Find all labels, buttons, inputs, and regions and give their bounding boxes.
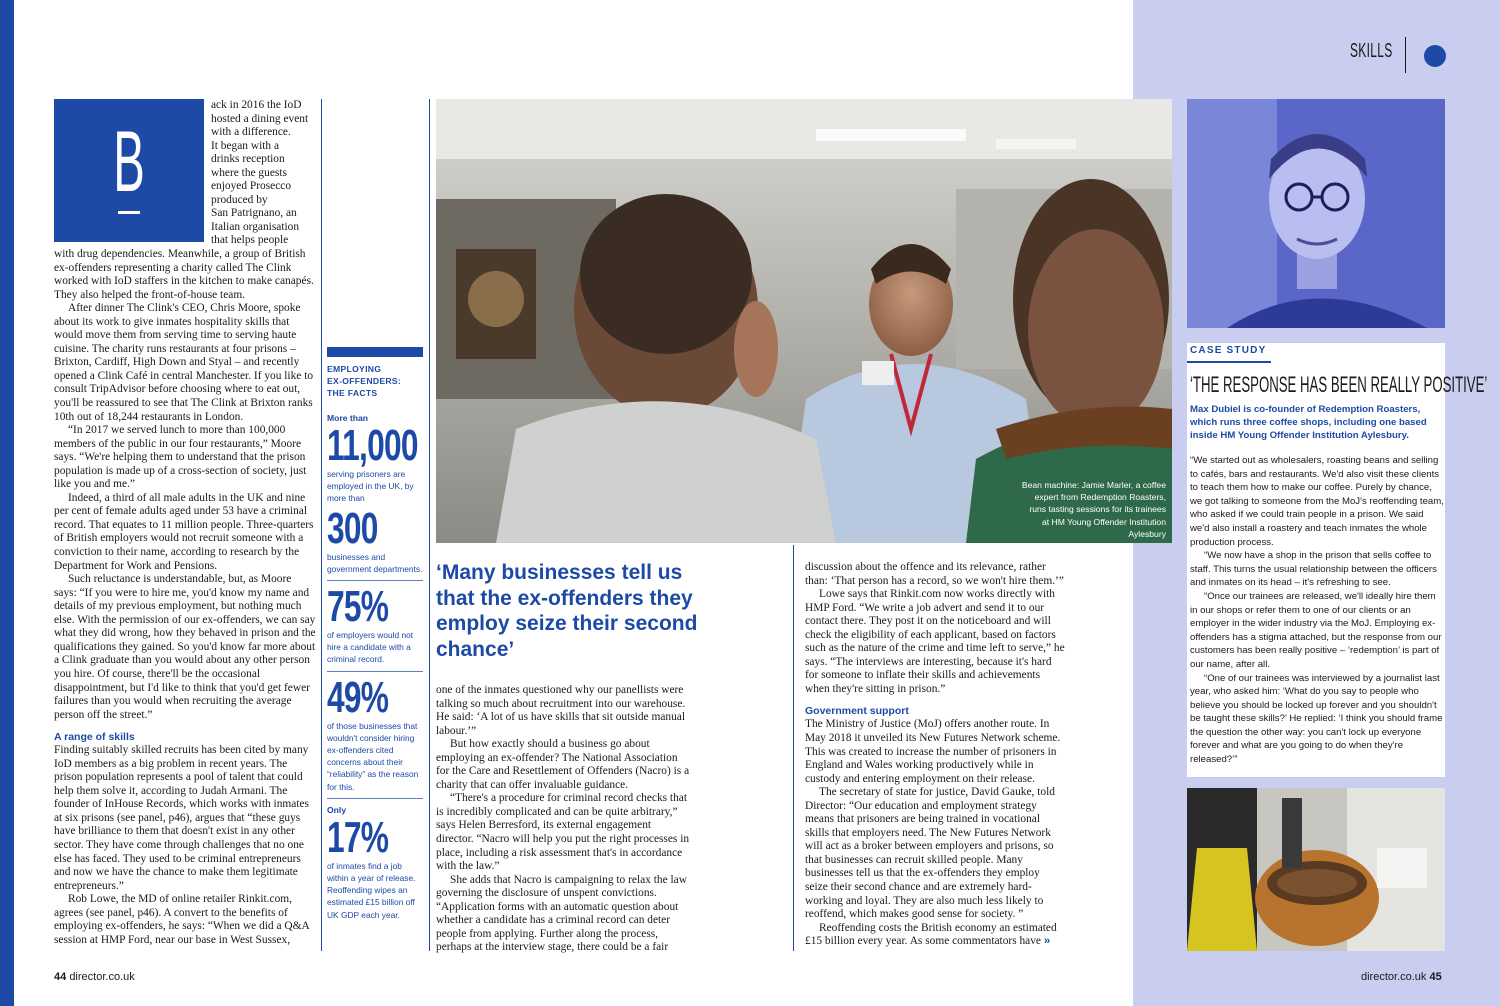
article-column-2 (436, 684, 691, 955)
body-paragraph: Such reluctance is understandable, but, as Moore says: “If you were to hire me, you'd know my name and details of my previous employment, but nothing much else. With the permission of our ex-offenders, we can say what they did wrong, how they behaved in prison and the qualifications they gained. So you'd know far more about a Clink graduate than you would about any other person you hire. Of course, there'll be the occasional disappointment, but I'd like to think that you'd get fewer failures than you would when recruiting the average person off the street.” (54, 573, 316, 721)
intro-line: San Patrignano, an (211, 207, 297, 220)
intro-line: hosted a dining event (211, 112, 309, 125)
drop-cap (54, 99, 204, 242)
footer-left (54, 971, 135, 983)
facts-heading (327, 363, 423, 399)
body-paragraph: “There's a procedure for criminal record checks that is incredibly complicated and can be quite arbitrary,” says Helen Berresford, its external engagement director. “Nacro will help you put the right processes in place, including a risk assessment that's in accordance with the law.” (436, 792, 690, 873)
body-paragraph: After dinner The Clink's CEO, Chris Moore, spoke about its work to give inmates hospitality skills that would move them from serving time to serving haute cuisine. The charity runs restaurants at four prisons – Brixton, Cardiff, High Down and Styal – and recently opened a Clink Café in central Manchester. If you like to consult TripAdvisor before choosing where to eat out, you'll be reassured to see that The Clink at Brixton ranks 10th out of 18,244 restaurants in London. (54, 302, 314, 423)
intro-line: Italian organisation (211, 220, 300, 233)
fact-figure: 49% (327, 672, 389, 722)
body-paragraph: The Ministry of Justice (MoJ) offers another route. In May 2018 it unveiled its New Futures Network scheme. This was created to increase the number of prisoners in England and Wales working productively while in custody and entering employment on their release. (805, 718, 1061, 785)
subhead-range-of-skills: A range of skills (54, 731, 135, 744)
fact-text: of employers would not hire a candidate with a criminal record. (327, 630, 414, 665)
facts-divider (327, 671, 423, 672)
facts-sidebar (327, 347, 423, 921)
facts-divider (327, 798, 423, 799)
intro-line: It began with a (211, 139, 280, 152)
subhead-government-support: Government support (805, 705, 909, 718)
case-paragraph: “Once our trainees are released, we'll ideally hire them in our shops or refer them to one of our clients or an employer in the wider industry via the MoJ. Employing ex-offenders has a stigma attached, but the response from our customers has been really positive – ‘redemption’ is part of our name, after all. (1190, 590, 1442, 670)
body-paragraph: Finding suitably skilled recruits has been cited by many IoD members as a big problem in recent years. The prison population represents a pool of talent that could help them solve it, according to Judah Armani. The founder of InHouse Records, which works with inmates at six prisons (see panel, p46), argues that “these guys have brilliance to them that doesn't exist in any other sector. They have come through challenges that no one else has faced. They used to be criminal entrepreneurs and now we have the chance to make them legitimate entrepreneurs.” (54, 744, 309, 892)
fact-figure: 17% (327, 812, 389, 862)
intro-line: produced by (211, 193, 268, 206)
coffee-tasting-photo (436, 99, 1172, 543)
continue-arrow-icon: » (1043, 935, 1051, 948)
page-spine-bar (0, 0, 14, 1006)
body-paragraph: She adds that Nacro is campaigning to relax the law governing the disclosure of unspent convictions. “Application forms with an automatic question about whether a candidate has a criminal record can deter people from applying. Further along the process, perhaps at the interview stage, there could be a fair (436, 873, 687, 954)
column-rule (793, 545, 794, 951)
body-paragraph: Rob Lowe, the MD of online retailer Rinkit.com, agrees (see panel, p46). A convert to the benefits of employing ex-offenders, he says: “When we did a Q&A session at HMP Ford, near our base in West Sussex, (54, 893, 310, 946)
fact-text: of those businesses that wouldn't consider hiring ex-offenders cited concerns about their “reliability” as the reason for this. (327, 720, 419, 792)
column-rule (321, 99, 322, 951)
facts-heading-line: THE FACTS (327, 388, 378, 398)
fact-figure: 11,000 (327, 421, 418, 470)
intro-line: with a difference. (211, 126, 291, 139)
intro-line: where the guests (211, 166, 287, 179)
article-column-3 (805, 561, 1065, 949)
case-study-label: CASE STUDY (1190, 345, 1267, 356)
facts-divider (327, 580, 423, 581)
body-paragraph: with drug dependencies. Meanwhile, a group of British ex-offenders representing a charity called The Clink worked with IoD staffers in the kitchen to make canapés. They also helped the front-of-house team. (54, 248, 314, 301)
drop-cap-underline (118, 211, 140, 214)
body-paragraph: The secretary of state for justice, David Gauke, told Director: “Our education and employment strategy means that prisoners are being trained in vocational skills that employers need. The New Futures Network will act as a broker between employers and prisons, so that businesses can recruit skilled people. Many businesses tell us that the ex-offenders they employ seize their second chance and are extremely hard-working and loyal. They are also much less likely to reoffend, which makes good sense for society. ” (805, 786, 1055, 921)
fact-text: businesses and government departments. (327, 551, 423, 574)
fact-prefix: More than (327, 413, 369, 423)
section-label: SKILLS (1350, 40, 1393, 62)
case-paragraph: “We started out as wholesalers, roasting beans and selling to cafés, bars and restaurants. We'd also visit these clients to teach them how to make our coffee. Purely by chance, we got talking to someone from the MoJ's reoffending team, who asked if we could train people in a prison. We said we'd also install a roastery and teach inmates the whole production process. (1190, 455, 1444, 548)
facts-top-bar (327, 347, 423, 357)
case-study-body (1190, 454, 1445, 767)
fact-text: of inmates find a job within a year of release. Reoffending wipes an estimated £15 billion off UK GDP each year. (327, 860, 416, 920)
fact-figure: 300 (327, 503, 378, 553)
case-label-underline (1187, 361, 1271, 363)
body-paragraph: discussion about the offence and its relevance, rather than: ‘That person has a record, so we won't hire them.’” (805, 561, 1064, 587)
footer-right (1361, 971, 1442, 983)
footer-site: director.co.uk (69, 971, 135, 983)
fact-figure: 75% (327, 582, 389, 632)
article-column-1 (54, 248, 316, 947)
drop-cap-letter: B (113, 114, 145, 210)
body-paragraph: one of the inmates questioned why our panellists were talking so much about recruitment into our warehouse. He said: ‘A lot of us have skills that sit outside manual labour.’” (436, 684, 686, 737)
body-paragraph: Lowe says that Rinkit.com now works directly with HMP Ford. “We write a job advert and send it to our contact there. They post it on the noticeboard and will check the eligibility of each applicant, based on factors such as the nature of the crime and time left to serve,” he says. “The interviews are interesting, because it's hard for someone to inflate their skills and achievements when they're sitting in prison.” (805, 588, 1065, 695)
body-text: Reoffending costs the British economy an estimated £15 billion every year. As some commentators have (805, 921, 1057, 948)
intro-wrap-lines (211, 99, 321, 248)
column-rule (429, 99, 430, 951)
page-number: 44 (54, 971, 67, 983)
case-paragraph: “We now have a shop in the prison that sells coffee to staff. This turns the usual relationship between the officers and inmates on its head – it's refreshing to see. (1190, 550, 1437, 589)
intro-line: ack in 2016 the IoD (211, 99, 302, 111)
body-paragraph: But how exactly should a business go about employing an ex-offender? The National Association for the Care and Resettlement of Offenders (Nacro) is a charity that can offer invaluable guidance. (436, 738, 690, 791)
intro-line: that helps people (211, 234, 289, 247)
fact-text: serving prisoners are employed in the UK, by more than (327, 469, 414, 504)
intro-line: drinks reception (211, 153, 285, 166)
header-divider (1405, 37, 1406, 73)
body-paragraph: “In 2017 we served lunch to more than 100,000 members of the public in our four restaurants,” Moore says. “We're helping them to understand that the prison population is made up of a cross-section of society, just like you and me.” (54, 424, 307, 491)
max-dubiel-portrait (1187, 99, 1445, 328)
footer-site: director.co.uk (1361, 971, 1427, 983)
case-study-title: ‘THE RESPONSE HAS BEEN REALLY POSITIVE’ (1190, 372, 1488, 397)
facts-heading-line: EX-OFFENDERS: (327, 376, 402, 386)
intro-line: enjoyed Prosecco (211, 180, 292, 193)
body-paragraph (805, 922, 1065, 949)
fact-prefix: Only (327, 804, 347, 815)
case-study-intro: Max Dubiel is co-founder of Redemption Roasters, which runs three coffee shops, including one based inside HM Young Offender Institution Aylesbury. (1190, 404, 1427, 442)
coffee-roaster-photo (1187, 788, 1445, 951)
facts-heading-line: EMPLOYING (327, 364, 382, 374)
case-paragraph: “One of our trainees was interviewed by a journalist last year, who asked him: ‘What do you say to people who believe you should be locked up forever and you shouldn't be taught these skills?’ He replied: ‘I think you should frame the question the other way: you can't lock up everyone forever and what are you going to do when they're released?’” (1190, 672, 1443, 766)
photo-caption: Bean machine: Jamie Marler, a coffee expert from Redemption Roasters, runs tasting sessions for its trainees at HM Young Offender Institution Aylesbury (1021, 480, 1166, 539)
body-paragraph: Indeed, a third of all male adults in the UK and nine per cent of female adults aged under 53 have a criminal record. That equates to 11 million people. Three-quarters of British employers would not recruit someone with a conviction to their name, according to research by the Department for Work and Pensions. (54, 491, 314, 572)
pull-quote: ‘Many businesses tell us that the ex-offenders they employ seize their second chance’ (436, 561, 698, 661)
page-number: 45 (1429, 971, 1442, 983)
section-dot-icon (1424, 45, 1446, 67)
